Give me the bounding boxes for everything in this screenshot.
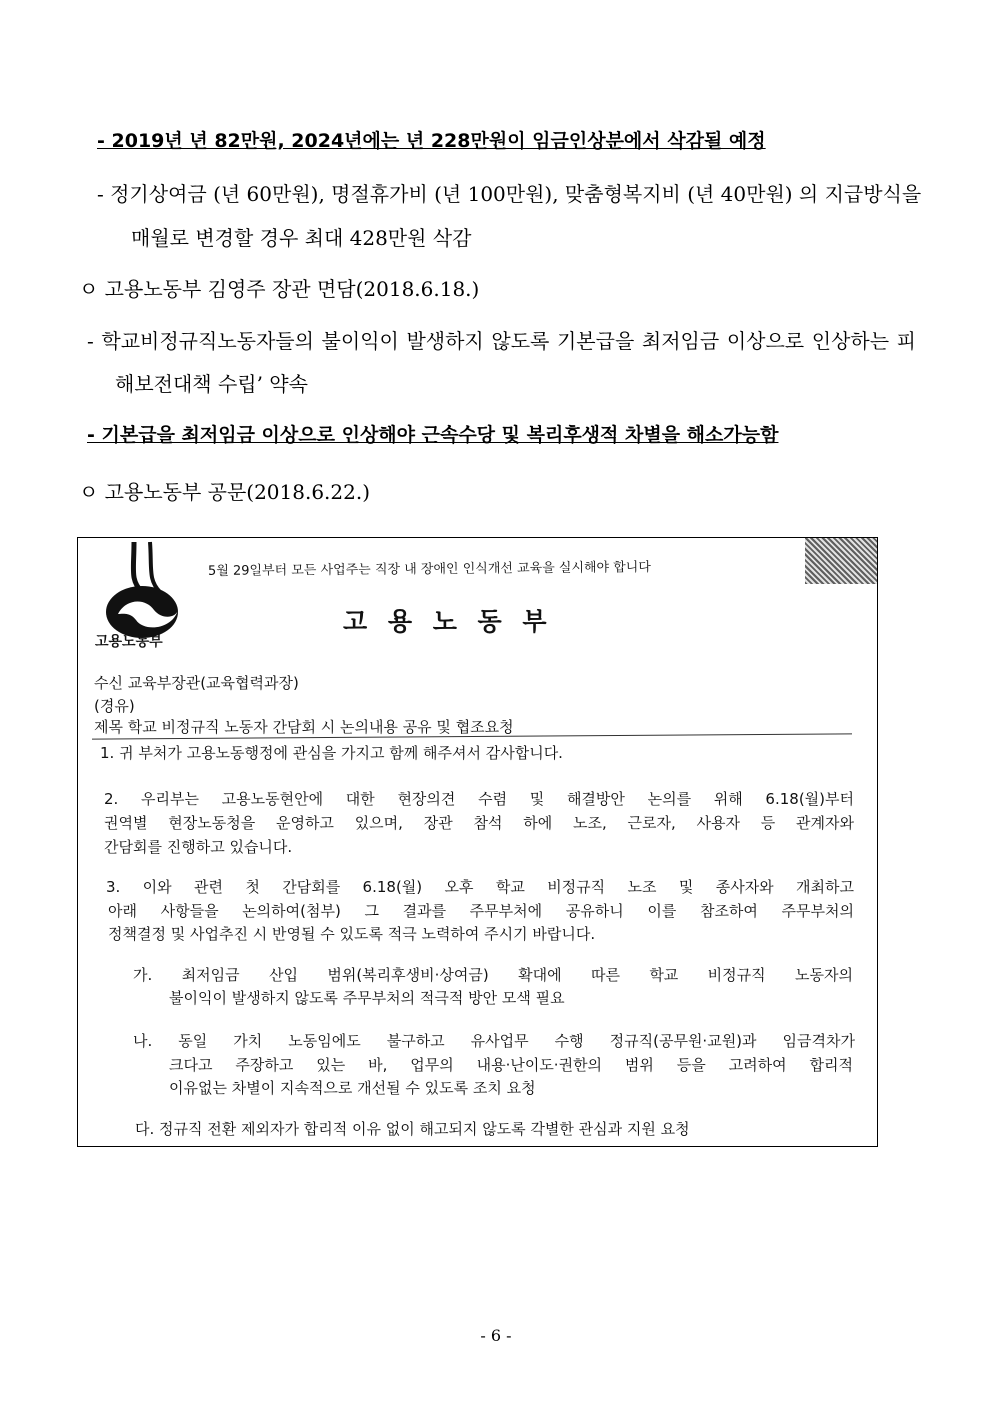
logo-text: 고용노동부	[95, 634, 163, 650]
bullet-wage-cut: - 2019년 년 82만원, 2024년에는 년 228만원이 임금인상분에서 삭감될 예정	[97, 130, 766, 152]
paragraph-2-line-2: 권역별 현장노동청을 운영하고 있으며, 장관 참석 하에 노조, 근로자, 사용자 등 관계자와	[104, 814, 854, 832]
heading-official-letter: ㅇ 고용노동부 공문(2018.6.22.)	[79, 480, 371, 504]
paragraph-2-line-1: 2. 우리부는 고용노동현안에 대한 현장의견 수렴 및 해결방안 논의를 위해 6.18(월)부터	[104, 790, 854, 808]
page-number: - 6 -	[480, 1326, 512, 1345]
paragraph-3-line-3: 정책결정 및 사업추진 시 반영될 수 있도록 적극 노력하여 주시기 바랍니다.	[108, 925, 596, 943]
item-ga-line-1: 가. 최저임금 산입 범위(복리후생비·상여금) 확대에 따른 학교 비정규직 노동자의	[133, 966, 853, 984]
paragraph-3-line-1: 3. 이와 관련 첫 간담회를 6.18(월) 오후 학교 비정규직 노조 및 종사자와 개최하고	[106, 878, 854, 896]
paragraph-3-line-2: 아래 사항들을 논의하여(첨부) 그 결과를 주무부처에 공유하니 이를 참조하여 주무부처의	[108, 902, 854, 920]
bullet-bonus-change: - 정기상여금 (년 60만원), 명절휴가비 (년 100만원), 맞춤형복지비 (년 40만원) 의 지급방식을	[97, 182, 922, 206]
item-na-line-3: 이유없는 차별이 지속적으로 개선될 수 있도록 조치 요청	[169, 1079, 536, 1097]
item-na-line-2: 크다고 주장하고 있는 바, 업무의 내용·난이도·권한의 범위 등을 고려하여 합리적	[169, 1056, 853, 1074]
heading-minister-meeting: ㅇ 고용노동부 김영주 장관 면담(2018.6.18.)	[79, 277, 480, 301]
paragraph-2-line-3: 간담회를 진행하고 있습니다.	[104, 838, 293, 856]
scanned-official-letter	[77, 537, 878, 1147]
bullet-bonus-change-cont: 매월로 변경할 경우 최대 428만원 삭감	[131, 226, 472, 250]
bullet-base-pay: - 기본급을 최저임금 이상으로 인상해야 근속수당 및 복리후생적 차별을 해소가능함	[87, 424, 779, 446]
paragraph-1: 1. 귀 부처가 고용노동행정에 관심을 가지고 함께 해주셔서 감사합니다.	[100, 744, 563, 762]
item-na-line-1: 나. 동일 가치 노동임에도 불구하고 유사업무 수행 정규직(공무원·교원)과 임금격차가	[133, 1032, 855, 1050]
subject: 제목 학교 비정규직 노동자 간담회 시 논의내용 공유 및 협조요청	[94, 718, 514, 736]
notice-banner: 5월 29일부터 모든 사업주는 직장 내 장애인 인식개선 교육을 실시해야 합니다	[207, 560, 651, 579]
qr-code	[805, 538, 877, 584]
item-ga-line-2: 불이익이 발생하지 않도록 주무부처의 적극적 방안 모색 필요	[169, 989, 565, 1007]
recipient: 수신 교육부장관(교육협력과장)	[94, 674, 299, 692]
item-da: 다. 정규직 전환 제외자가 합리적 이유 없이 해고되지 않도록 각별한 관심과 지원 요청	[135, 1120, 690, 1138]
agency-title: 고 용 노 동 부	[343, 607, 553, 636]
bullet-promise-cont: 해보전대책 수립’ 약속	[115, 372, 308, 396]
bullet-promise: - 학교비정규직노동자들의 불이익이 발생하지 않도록 기본급을 최저임금 이상으로 인상하는 피	[87, 329, 916, 353]
via: (경유)	[94, 697, 135, 715]
